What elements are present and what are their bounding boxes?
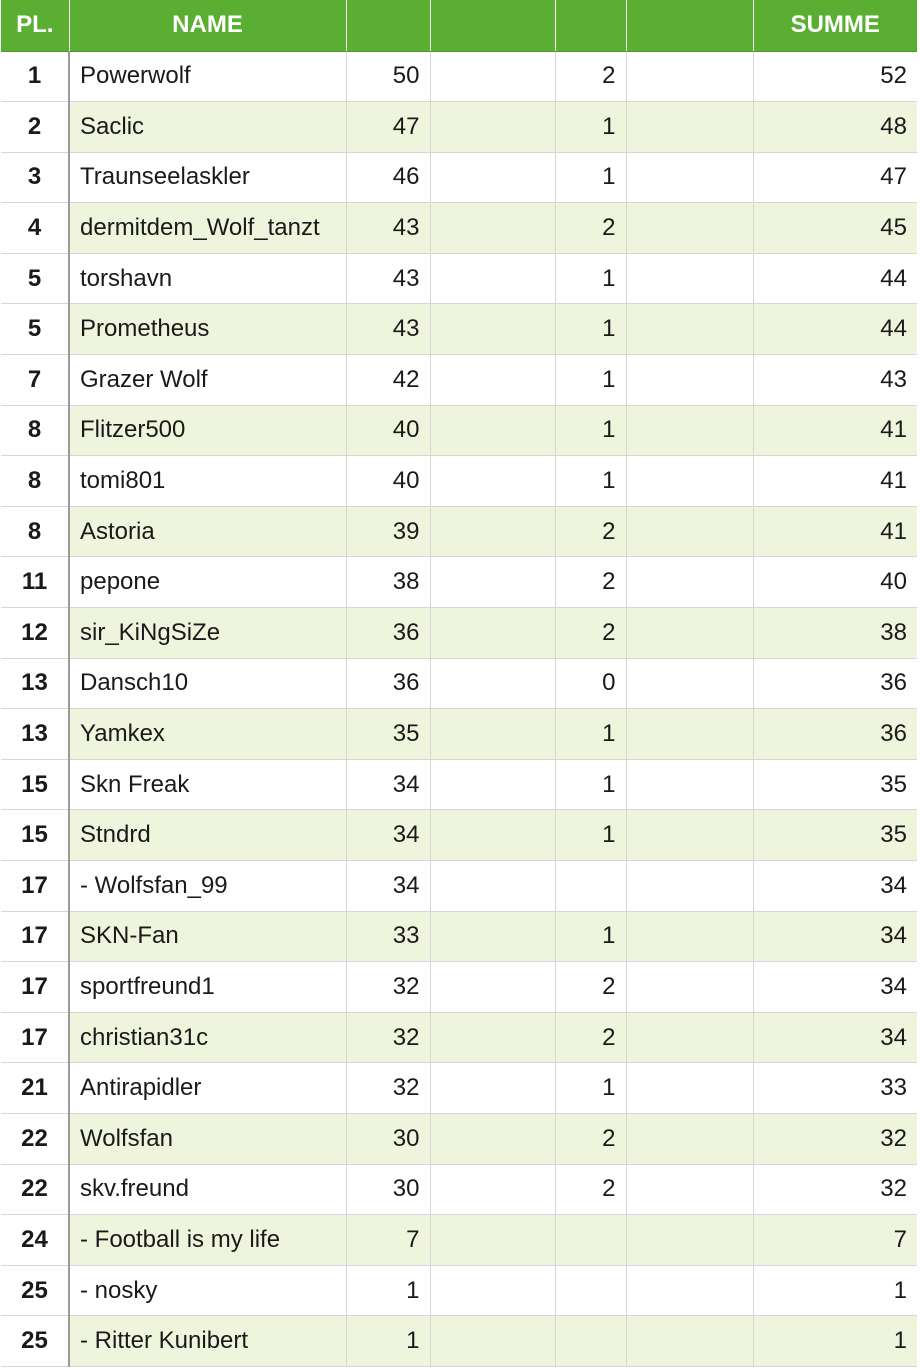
empty-cell	[430, 506, 555, 557]
empty-cell	[626, 709, 753, 760]
table-row	[1, 1063, 917, 1114]
place-cell: 21	[1, 1063, 69, 1114]
points-cell: 43	[346, 253, 430, 304]
empty-cell	[626, 861, 753, 912]
empty-cell	[626, 506, 753, 557]
empty-cell	[430, 102, 555, 153]
empty-cell	[626, 1012, 753, 1063]
points-cell: 40	[346, 456, 430, 507]
empty-cell	[626, 203, 753, 254]
empty-cell	[430, 861, 555, 912]
name-cell: Saclic	[69, 102, 346, 153]
points-cell: 42	[346, 355, 430, 406]
name-cell: Wolfsfan	[69, 1113, 346, 1164]
place-cell: 8	[1, 405, 69, 456]
bonus-cell: 1	[555, 405, 626, 456]
empty-cell	[626, 152, 753, 203]
points-cell: 43	[346, 203, 430, 254]
name-cell: Prometheus	[69, 304, 346, 355]
empty-cell	[430, 557, 555, 608]
place-cell: 8	[1, 506, 69, 557]
bonus-cell: 2	[555, 608, 626, 659]
table-row	[1, 608, 917, 659]
sum-cell: 1	[753, 1265, 917, 1316]
place-cell: 7	[1, 355, 69, 406]
name-cell: sir_KiNgSiZe	[69, 608, 346, 659]
sum-cell: 33	[753, 1063, 917, 1114]
bonus-cell: 1	[555, 759, 626, 810]
sum-cell: 52	[753, 51, 917, 102]
points-cell: 32	[346, 962, 430, 1013]
name-cell: Dansch10	[69, 658, 346, 709]
empty-cell	[430, 456, 555, 507]
table-row	[1, 911, 917, 962]
table-row	[1, 102, 917, 153]
place-cell: 2	[1, 102, 69, 153]
sum-cell: 44	[753, 253, 917, 304]
bonus-cell: 1	[555, 1063, 626, 1114]
name-cell: - nosky	[69, 1265, 346, 1316]
points-cell: 32	[346, 1063, 430, 1114]
bonus-cell: 2	[555, 1164, 626, 1215]
empty-cell	[626, 1265, 753, 1316]
bonus-cell: 2	[555, 506, 626, 557]
sum-cell: 43	[753, 355, 917, 406]
place-cell: 24	[1, 1215, 69, 1266]
table-row	[1, 152, 917, 203]
table-row	[1, 861, 917, 912]
points-cell: 7	[346, 1215, 430, 1266]
sum-cell: 35	[753, 759, 917, 810]
header-col-6	[626, 0, 753, 51]
empty-cell	[626, 1063, 753, 1114]
bonus-cell: 1	[555, 709, 626, 760]
empty-cell	[430, 911, 555, 962]
name-cell: Grazer Wolf	[69, 355, 346, 406]
empty-cell	[430, 1316, 555, 1367]
name-cell: Skn Freak	[69, 759, 346, 810]
empty-cell	[430, 962, 555, 1013]
table-row	[1, 506, 917, 557]
name-cell: - Ritter Kunibert	[69, 1316, 346, 1367]
empty-cell	[430, 304, 555, 355]
bonus-cell: 2	[555, 557, 626, 608]
table-row	[1, 1164, 917, 1215]
name-cell: Yamkex	[69, 709, 346, 760]
empty-cell	[626, 557, 753, 608]
empty-cell	[430, 810, 555, 861]
points-cell: 30	[346, 1164, 430, 1215]
sum-cell: 36	[753, 709, 917, 760]
table-row	[1, 304, 917, 355]
place-cell: 1	[1, 51, 69, 102]
name-cell: Antirapidler	[69, 1063, 346, 1114]
empty-cell	[430, 1113, 555, 1164]
sum-cell: 41	[753, 405, 917, 456]
header-row	[1, 0, 917, 51]
empty-cell	[626, 962, 753, 1013]
bonus-cell: 1	[555, 102, 626, 153]
empty-cell	[430, 1215, 555, 1266]
empty-cell	[626, 253, 753, 304]
table-row	[1, 962, 917, 1013]
standings-table	[1, 0, 917, 1367]
points-cell: 36	[346, 658, 430, 709]
empty-cell	[430, 405, 555, 456]
empty-cell	[430, 1063, 555, 1114]
empty-cell	[430, 253, 555, 304]
name-cell: SKN-Fan	[69, 911, 346, 962]
empty-cell	[626, 911, 753, 962]
sum-cell: 36	[753, 658, 917, 709]
empty-cell	[626, 102, 753, 153]
sum-cell: 38	[753, 608, 917, 659]
header-sum: SUMME	[753, 0, 917, 51]
header-col-5	[555, 0, 626, 51]
place-cell: 25	[1, 1265, 69, 1316]
name-cell: Powerwolf	[69, 51, 346, 102]
empty-cell	[626, 1164, 753, 1215]
points-cell: 50	[346, 51, 430, 102]
sum-cell: 1	[753, 1316, 917, 1367]
empty-cell	[626, 304, 753, 355]
sum-cell: 35	[753, 810, 917, 861]
place-cell: 17	[1, 962, 69, 1013]
bonus-cell	[555, 1265, 626, 1316]
place-cell: 5	[1, 304, 69, 355]
table-row	[1, 203, 917, 254]
empty-cell	[626, 456, 753, 507]
place-cell: 17	[1, 1012, 69, 1063]
place-cell: 25	[1, 1316, 69, 1367]
points-cell: 34	[346, 861, 430, 912]
sum-cell: 32	[753, 1164, 917, 1215]
header-col-3	[346, 0, 430, 51]
empty-cell	[430, 51, 555, 102]
points-cell: 43	[346, 304, 430, 355]
name-cell: skv.freund	[69, 1164, 346, 1215]
sum-cell: 34	[753, 1012, 917, 1063]
place-cell: 11	[1, 557, 69, 608]
name-cell: dermitdem_Wolf_tanzt	[69, 203, 346, 254]
table-row	[1, 709, 917, 760]
empty-cell	[430, 608, 555, 659]
table-row	[1, 456, 917, 507]
table-row	[1, 253, 917, 304]
empty-cell	[430, 1012, 555, 1063]
sum-cell: 44	[753, 304, 917, 355]
empty-cell	[430, 355, 555, 406]
name-cell: Astoria	[69, 506, 346, 557]
sum-cell: 41	[753, 506, 917, 557]
empty-cell	[430, 1164, 555, 1215]
place-cell: 3	[1, 152, 69, 203]
table-row	[1, 355, 917, 406]
table-row	[1, 1316, 917, 1367]
empty-cell	[626, 1113, 753, 1164]
sum-cell: 45	[753, 203, 917, 254]
table-row	[1, 557, 917, 608]
empty-cell	[430, 152, 555, 203]
bonus-cell: 2	[555, 1113, 626, 1164]
header-col-4	[430, 0, 555, 51]
sum-cell: 41	[753, 456, 917, 507]
name-cell: - Football is my life	[69, 1215, 346, 1266]
table-row	[1, 1215, 917, 1266]
empty-cell	[430, 759, 555, 810]
place-cell: 17	[1, 861, 69, 912]
name-cell: tomi801	[69, 456, 346, 507]
name-cell: torshavn	[69, 253, 346, 304]
points-cell: 47	[346, 102, 430, 153]
table-row	[1, 810, 917, 861]
place-cell: 4	[1, 203, 69, 254]
place-cell: 13	[1, 658, 69, 709]
table-row	[1, 1012, 917, 1063]
empty-cell	[430, 1265, 555, 1316]
place-cell: 22	[1, 1113, 69, 1164]
points-cell: 39	[346, 506, 430, 557]
place-cell: 12	[1, 608, 69, 659]
bonus-cell: 2	[555, 1012, 626, 1063]
bonus-cell: 1	[555, 456, 626, 507]
sum-cell: 47	[753, 152, 917, 203]
name-cell: Traunseelaskler	[69, 152, 346, 203]
points-cell: 34	[346, 810, 430, 861]
points-cell: 30	[346, 1113, 430, 1164]
empty-cell	[430, 709, 555, 760]
empty-cell	[626, 658, 753, 709]
sum-cell: 7	[753, 1215, 917, 1266]
name-cell: - Wolfsfan_99	[69, 861, 346, 912]
sum-cell: 40	[753, 557, 917, 608]
empty-cell	[626, 810, 753, 861]
points-cell: 36	[346, 608, 430, 659]
empty-cell	[626, 355, 753, 406]
bonus-cell: 1	[555, 810, 626, 861]
place-cell: 17	[1, 911, 69, 962]
table-row	[1, 1113, 917, 1164]
place-cell: 15	[1, 810, 69, 861]
points-cell: 46	[346, 152, 430, 203]
points-cell: 1	[346, 1316, 430, 1367]
sum-cell: 48	[753, 102, 917, 153]
table-row	[1, 51, 917, 102]
empty-cell	[626, 608, 753, 659]
bonus-cell: 1	[555, 253, 626, 304]
points-cell: 32	[346, 1012, 430, 1063]
table-row	[1, 1265, 917, 1316]
sum-cell: 34	[753, 962, 917, 1013]
sum-cell: 34	[753, 861, 917, 912]
points-cell: 35	[346, 709, 430, 760]
empty-cell	[430, 658, 555, 709]
place-cell: 5	[1, 253, 69, 304]
name-cell: Stndrd	[69, 810, 346, 861]
sum-cell: 34	[753, 911, 917, 962]
bonus-cell: 1	[555, 304, 626, 355]
place-cell: 13	[1, 709, 69, 760]
table-row	[1, 658, 917, 709]
table-row	[1, 405, 917, 456]
sum-cell: 32	[753, 1113, 917, 1164]
name-cell: sportfreund1	[69, 962, 346, 1013]
bonus-cell: 0	[555, 658, 626, 709]
bonus-cell: 2	[555, 203, 626, 254]
empty-cell	[626, 1215, 753, 1266]
points-cell: 34	[346, 759, 430, 810]
bonus-cell: 2	[555, 962, 626, 1013]
empty-cell	[430, 203, 555, 254]
table-row	[1, 759, 917, 810]
bonus-cell: 2	[555, 51, 626, 102]
name-cell: pepone	[69, 557, 346, 608]
bonus-cell: 1	[555, 355, 626, 406]
place-cell: 15	[1, 759, 69, 810]
bonus-cell	[555, 1215, 626, 1266]
points-cell: 33	[346, 911, 430, 962]
place-cell: 22	[1, 1164, 69, 1215]
empty-cell	[626, 759, 753, 810]
header-place: PL.	[1, 0, 69, 51]
name-cell: christian31c	[69, 1012, 346, 1063]
bonus-cell: 1	[555, 152, 626, 203]
points-cell: 38	[346, 557, 430, 608]
empty-cell	[626, 51, 753, 102]
header-name: NAME	[69, 0, 346, 51]
place-cell: 8	[1, 456, 69, 507]
empty-cell	[626, 405, 753, 456]
name-cell: Flitzer500	[69, 405, 346, 456]
bonus-cell: 1	[555, 911, 626, 962]
bonus-cell	[555, 861, 626, 912]
points-cell: 1	[346, 1265, 430, 1316]
bonus-cell	[555, 1316, 626, 1367]
empty-cell	[626, 1316, 753, 1367]
points-cell: 40	[346, 405, 430, 456]
